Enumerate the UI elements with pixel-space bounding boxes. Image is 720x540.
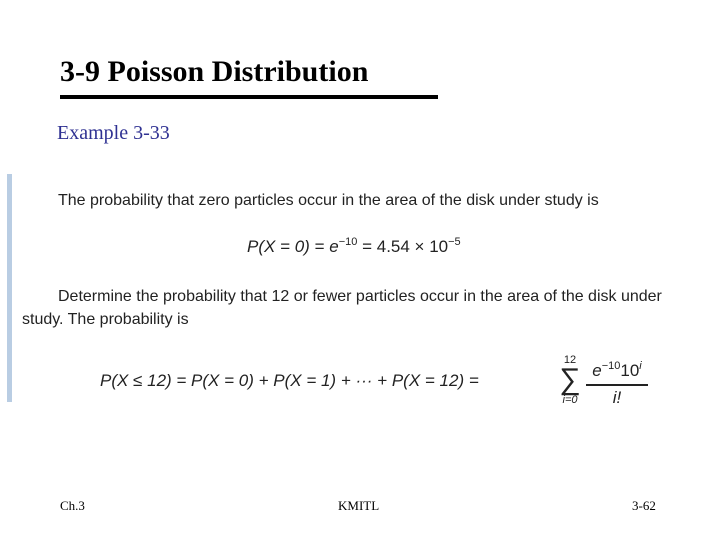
fraction-numerator	[586, 354, 648, 383]
footer-chapter: Ch.3	[60, 498, 85, 513]
eq1-lhs: P(X = 0)	[247, 237, 310, 256]
footer-page-number: 3-62	[632, 498, 656, 513]
footer-institution: KMITL	[338, 498, 380, 513]
accent-bar	[7, 174, 12, 402]
title-underline	[60, 95, 438, 99]
fraction-denominator: i!	[612, 387, 622, 407]
sum-lower-limit: i=0	[562, 394, 578, 406]
eq1-equals: =	[309, 237, 330, 256]
num-mid: 10	[620, 361, 640, 380]
summation	[556, 354, 584, 406]
sum-upper-limit: 12	[563, 354, 577, 366]
paragraph-twelve-or-fewer-line2: study. The probability is	[22, 311, 189, 328]
eq1-result: = 4.54 × 10	[357, 237, 449, 256]
fraction-bar	[586, 384, 648, 386]
eq1-base: e	[329, 237, 339, 256]
eq1-exponent2: −5	[448, 236, 461, 248]
example-label: Example 3-33	[57, 122, 170, 144]
equation-cumulative: P(X ≤ 12) = P(X = 0) + P(X = 1) + ··· + P(X = 12) =	[100, 371, 479, 390]
num-exponent: −10	[601, 360, 621, 372]
eq1-exponent: −10	[338, 236, 358, 248]
num-base: e	[592, 361, 602, 380]
sigma-symbol: ∑	[559, 363, 581, 396]
num-exponent2: i	[639, 360, 642, 372]
paragraph-twelve-or-fewer-line1: Determine the probability that 12 or fewer particles occur in the area of the disk under	[58, 288, 662, 305]
poisson-fraction	[586, 354, 648, 409]
equation-zero-particles	[247, 236, 461, 257]
slide-title: 3-9 Poisson Distribution	[60, 55, 369, 88]
paragraph-zero-particles: The probability that zero particles occur in the area of the disk under study is	[58, 192, 599, 209]
